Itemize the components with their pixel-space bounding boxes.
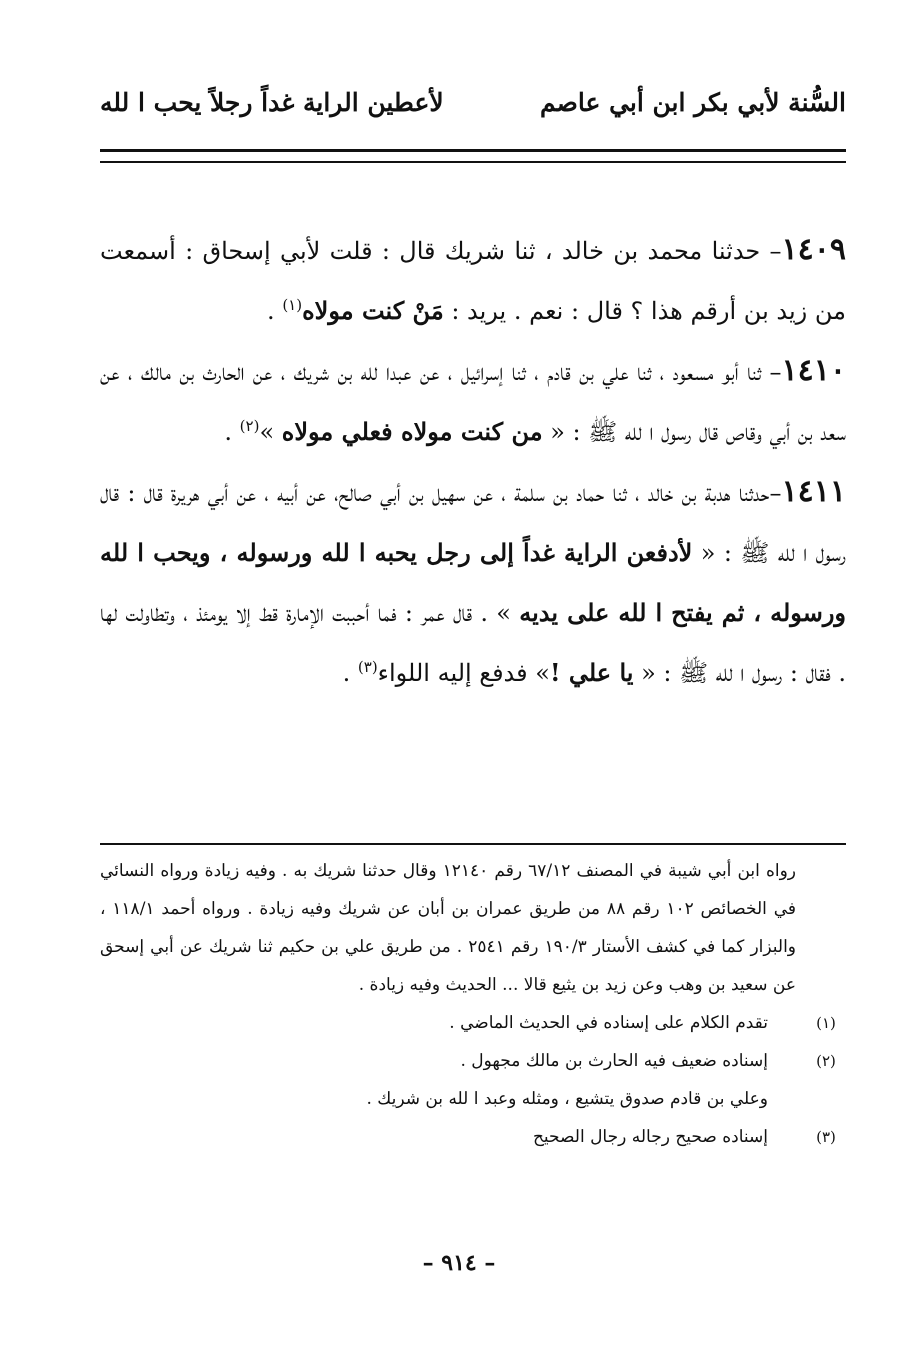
footnote-continuation <box>100 1080 846 1118</box>
hadith-bold-text: لأدفعن الراية غداً إلى رجل يحبه ا لله ورسوله ، ويحب ا لله ورسوله ، ثم يفتح ا لله على يديه <box>100 538 846 627</box>
hadith-1410 <box>100 341 846 462</box>
running-header <box>100 78 846 126</box>
hadith-bold-text-2: يا علي ! <box>549 658 634 687</box>
quote-close: » <box>259 418 282 446</box>
footnote-text: إسناده ضعيف فيه الحارث بن مالك مجهول . <box>460 1051 768 1071</box>
footnote-item <box>100 1118 846 1156</box>
hadith-bold-text: مَنْ كنت مولاه <box>302 296 444 325</box>
footnote-ref: (٢) <box>239 417 260 435</box>
header-rule-thick <box>100 149 846 152</box>
footnote-text: وعلي بن قادم صدوق يتشيع ، ومثله وعبد ا لله بن شريك . <box>366 1089 768 1109</box>
hadith-number: ١٤٠٩ <box>781 232 846 267</box>
footnote-separator <box>100 843 846 845</box>
hadith-text: –حدثنا هدبة بن خالد ، ثنا حماد بن سلمة ، عن سهيل بن أبي صالح، عن أبيه ، عن أبي هريرة قال : قال رسول ا لله ﷺ : « <box>100 479 846 567</box>
source-note: رواه ابن أبي شيبة في المصنف ٦٧/١٢ رقم ١٢١٤٠ وقال حدثنا شريك به . وفيه زيادة ورواه النسائي في الخصائص ١٠٢ رقم ٨٨ من طريق عمران بن أبان عن شريك وفيه زيادة . ورواه أحمد ١١٨/١ ، والبزار كما في كشف الأستار ١٩٠/٣ رقم ٢٥٤١ . من طريق علي بن حكيم ثنا شريك عن أبي إسحق عن سعيد بن وهب وعن زيد بن يثيع قالا ... الحديث وفيه زيادة . <box>100 861 797 995</box>
hadith-text-end: . <box>224 418 240 446</box>
hadith-text: – حدثنا محمد بن خالد ، ثنا شريك قال : قلت لأبي إسحاق : أسمعت من زيد بن أرقم هذا ؟ قال : نعم . يريد : <box>100 237 846 325</box>
hadith-text-end: . <box>267 297 283 325</box>
chapter-title: لأعطين الراية غداً رجلاً يحب ا لله <box>100 87 444 117</box>
hadith-1409 <box>100 220 846 341</box>
hadith-number: ١٤١٠ <box>781 353 846 388</box>
footnote-item <box>100 1042 846 1080</box>
header-rule-thin <box>100 161 846 163</box>
hadith-text: – ثنا أبو مسعود ، ثنا علي بن قادم ، ثنا إسرائيل ، عن عبدا لله بن شريك ، عن الحارث بن مالك ، عن سعد بن أبي وقاص قال رسول ا لله ﷺ : « <box>100 358 846 446</box>
footnote-item <box>100 1004 846 1042</box>
hadith-text-mid-2: » فدفع إليه اللواء <box>377 659 550 687</box>
hadith-1411 <box>100 462 846 703</box>
footnote-mark: (٣) <box>816 1128 836 1146</box>
footnote-text: تقدم الكلام على إسناده في الحديث الماضي . <box>449 1013 768 1033</box>
main-text <box>100 220 846 703</box>
hadith-text-mid: » . قال عمر : فما أحببت الإمارة قط إلا يومئذ ، وتطاولت لها . فقال : رسول ا لله ﷺ : « <box>100 599 846 687</box>
hadith-bold-text: من كنت مولاه فعلي مولاه <box>281 417 543 446</box>
footnote-text: إسناده صحيح رجاله رجال الصحيح <box>532 1127 768 1147</box>
hadith-number: ١٤١١ <box>781 474 846 509</box>
hadith-text-end: . <box>342 659 358 687</box>
footnote-ref: (١) <box>282 296 303 314</box>
footnote-mark: (٢) <box>816 1052 836 1070</box>
book-title: السُّنة لأبي بكر ابن أبي عاصم <box>539 87 846 117</box>
footnote-mark: (١) <box>816 1014 836 1032</box>
footnote-ref: (٣) <box>357 658 378 676</box>
page-number: – ٩١٤ – <box>422 1250 496 1276</box>
footnotes <box>100 852 846 1156</box>
